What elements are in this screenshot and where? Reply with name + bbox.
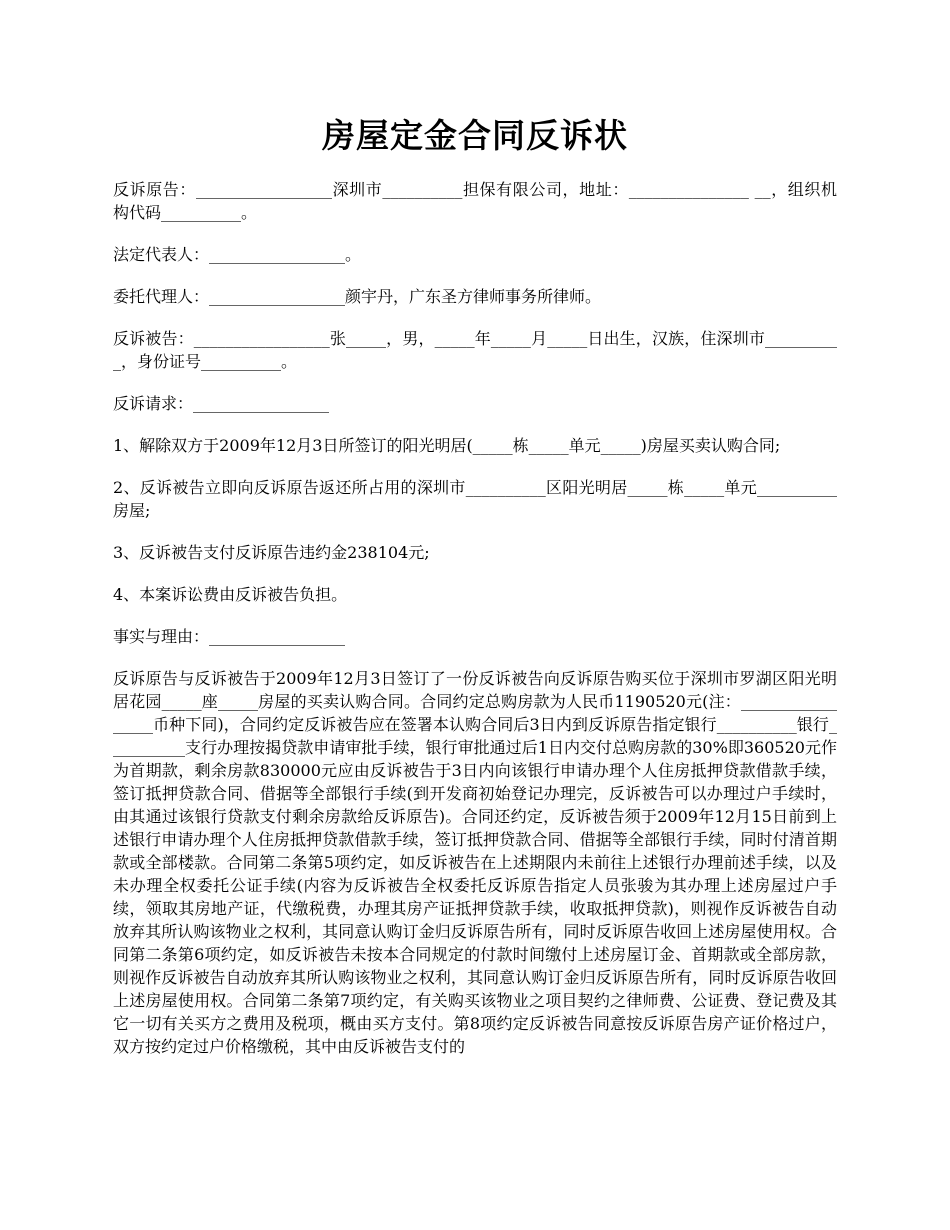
facts-paragraph: 反诉原告与反诉被告于2009年12月3日签订了一份反诉被告向反诉原告购买位于深圳市罗湖区阳光明居花园_____座_____房屋的买卖认购合同。合同约定总购房款为人民币1190520元(注：_________________币种下同)，合同约定反诉被告应在签署本认购合同后3日内到反诉原告指定银行__________银行__________支行办理按揭贷款申请审批手续，银行审批通过后1日内交付总购房款的30%即360520元作为首期款，剩余房款830000元应由反诉被告于3日内向该银行申请办理个人住房抵押贷款借款手续，签订抵押贷款合同、借据等全部银行手续(到开发商初始登记办理完，反诉被告可以办理过户手续时，由其通过该银行贷款支付剩余房款给反诉原告)。合同还约定，反诉被告须于2009年12月15日前到上述银行申请办理个人住房抵押贷款借款手续，签订抵押贷款合同、借据等全部银行手续，同时付清首期款或全部楼款。合同第二条第5项约定，如反诉被告在上述期限内未前往上述银行办理前述手续，以及未办理全权委托公证手续(内容为反诉被告全权委托反诉原告指定人员张骏为其办理上述房屋过户手续，领取其房地产证，代缴税费，办理其房产证抵押贷款手续，收取抵押贷款)，则视作反诉被告自动放弃其所认购该物业之权利，其同意认购订金归反诉原告所有，同时反诉原告收回上述房屋使用权。合同第二条第6项约定，如反诉被告未按本合同规定的付款时间缴付上述房屋订金、首期款或全部房款，则视作反诉被告自动放弃其所认购该物业之权利，其同意认购订金归反诉原告所有，同时反诉原告收回上述房屋使用权。合同第二条第7项约定，有关购买该物业之项目契约之律师费、公证费、登记费及其它一切有关买方之费用及税项，概由买方支付。第8项约定反诉被告同意按反诉原告房产证价格过户，双方按约定过户价格缴税，其中由反诉被告支付的 bbox=[113, 669, 837, 1056]
claims-heading: 反诉请求：_________________ bbox=[113, 394, 330, 413]
facts-heading: 事实与理由：_________________ bbox=[113, 627, 346, 646]
claim-item-2: 2、反诉被告立即向反诉原告返还所占用的深圳市__________区阳光明居_____栋_____单元__________房屋; bbox=[113, 478, 837, 520]
claim-item-3: 3、反诉被告支付反诉原告违约金238104元; bbox=[113, 543, 430, 562]
document-body bbox=[113, 178, 837, 1077]
entrusted-agent-paragraph: 委托代理人：_________________颜宇丹，广东圣方律师事务所律师。 bbox=[113, 287, 602, 306]
counterclaim-plaintiff-paragraph: 反诉原告：_________________深圳市__________担保有限公司，地址：_______________ __，组织机构代码__________。 bbox=[113, 180, 837, 222]
legal-representative-paragraph: 法定代表人：_________________。 bbox=[113, 245, 362, 264]
counterclaim-defendant-paragraph: 反诉被告：_________________张_____，男，_____年_____月_____日出生，汉族，住深圳市__________，身份证号__________。 bbox=[113, 329, 837, 371]
claim-item-1: 1、解除双方于2009年12月3日所签订的阳光明居(_____栋_____单元_____)房屋买卖认购合同; bbox=[113, 436, 781, 455]
document-title: 房屋定金合同反诉状 bbox=[322, 116, 628, 155]
claim-item-4: 4、本案诉讼费由反诉被告负担。 bbox=[113, 585, 348, 604]
